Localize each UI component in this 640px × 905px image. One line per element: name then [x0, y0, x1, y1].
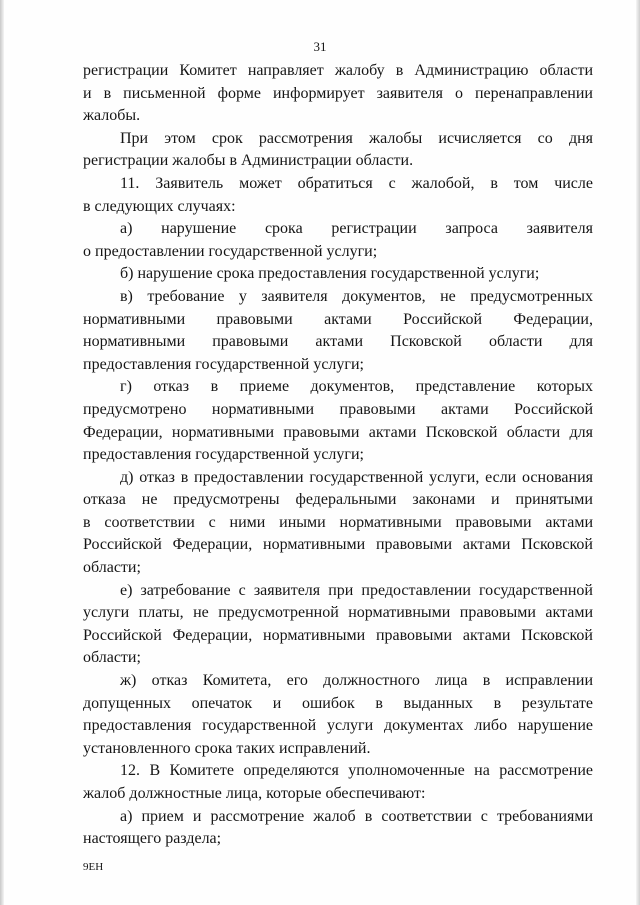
text-line: области; [83, 559, 141, 577]
text-line: услуги платы, не предусмотренной нормативными правовыми актами [83, 604, 593, 622]
text-line: регистрации жалобы в Администрации области. [83, 152, 414, 170]
text-line: жалобы. [83, 107, 141, 125]
text-line: о предоставлении государственной услуги; [83, 242, 378, 260]
text-line: предоставления государственной услуги; [83, 355, 364, 373]
text-line: Федерации, нормативными правовыми актами Псковской области для [83, 423, 593, 441]
text-line: предоставления государственной услуги документах либо нарушение [83, 717, 593, 735]
text-line: а) прием и рассмотрение жалоб в соответствии с требованиями [120, 807, 593, 825]
text-line: жалоб должностные лица, которые обеспечивают: [83, 785, 426, 802]
text-line: в следующих случаях: [83, 197, 236, 215]
text-line: отказа не предусмотрены федеральными законами и принятыми [83, 491, 593, 509]
text-line: е) затребование с заявителя при предоставлении государственной [120, 581, 593, 599]
text-line: области; [83, 649, 141, 667]
text-line: в) требование у заявителя документов, не предусмотренных [120, 287, 593, 305]
footer-code: 9ЕН [83, 861, 104, 873]
text-line: предусмотрено нормативными правовыми актами Российской [83, 400, 593, 418]
text-line: допущенных опечаток и ошибок в выданных в результате [83, 694, 593, 712]
text-line: ж) отказ Комитета, его должностного лица в исправлении [120, 672, 593, 690]
text-line: а) нарушение срока регистрации запроса заявителя [120, 220, 593, 238]
document-body [83, 60, 593, 851]
text-line: настоящего раздела; [83, 830, 222, 848]
text-line: д) отказ в предоставлении государственной услуги, если основания [120, 468, 593, 486]
text-line: г) отказ в приеме документов, представление которых [120, 378, 593, 396]
text-line: Российской Федерации, нормативными правовыми актами Псковской [83, 536, 593, 554]
page-number: 31 [313, 39, 327, 54]
text-line: и в письменной форме информирует заявителя о перенаправлении [83, 84, 593, 102]
text-line: 12. В Комитете определяются уполномоченные на рассмотрение [120, 762, 593, 780]
text-line: Российской Федерации, нормативными правовыми актами Псковской [83, 626, 593, 644]
text-line: б) нарушение срока предоставления государственной услуги; [120, 265, 540, 283]
scan-right-edge [636, 0, 640, 905]
text-line: 11. Заявитель может обратиться с жалобой, в том числе [120, 174, 593, 192]
text-line: При этом срок рассмотрения жалобы исчисляется со дня [120, 129, 593, 147]
text-line: регистрации Комитет направляет жалобу в Администрацию области [83, 62, 593, 79]
text-line: в соответствии с ними иными нормативными правовыми актами [83, 513, 593, 531]
text-line: нормативными правовыми актами Псковской области для [83, 333, 593, 351]
scan-left-edge [0, 0, 4, 905]
text-line: нормативными правовыми актами Российской Федерации, [83, 310, 593, 328]
text-line: установленного срока таких исправлений. [83, 739, 371, 757]
text-line: предоставления государственной услуги; [83, 446, 364, 464]
